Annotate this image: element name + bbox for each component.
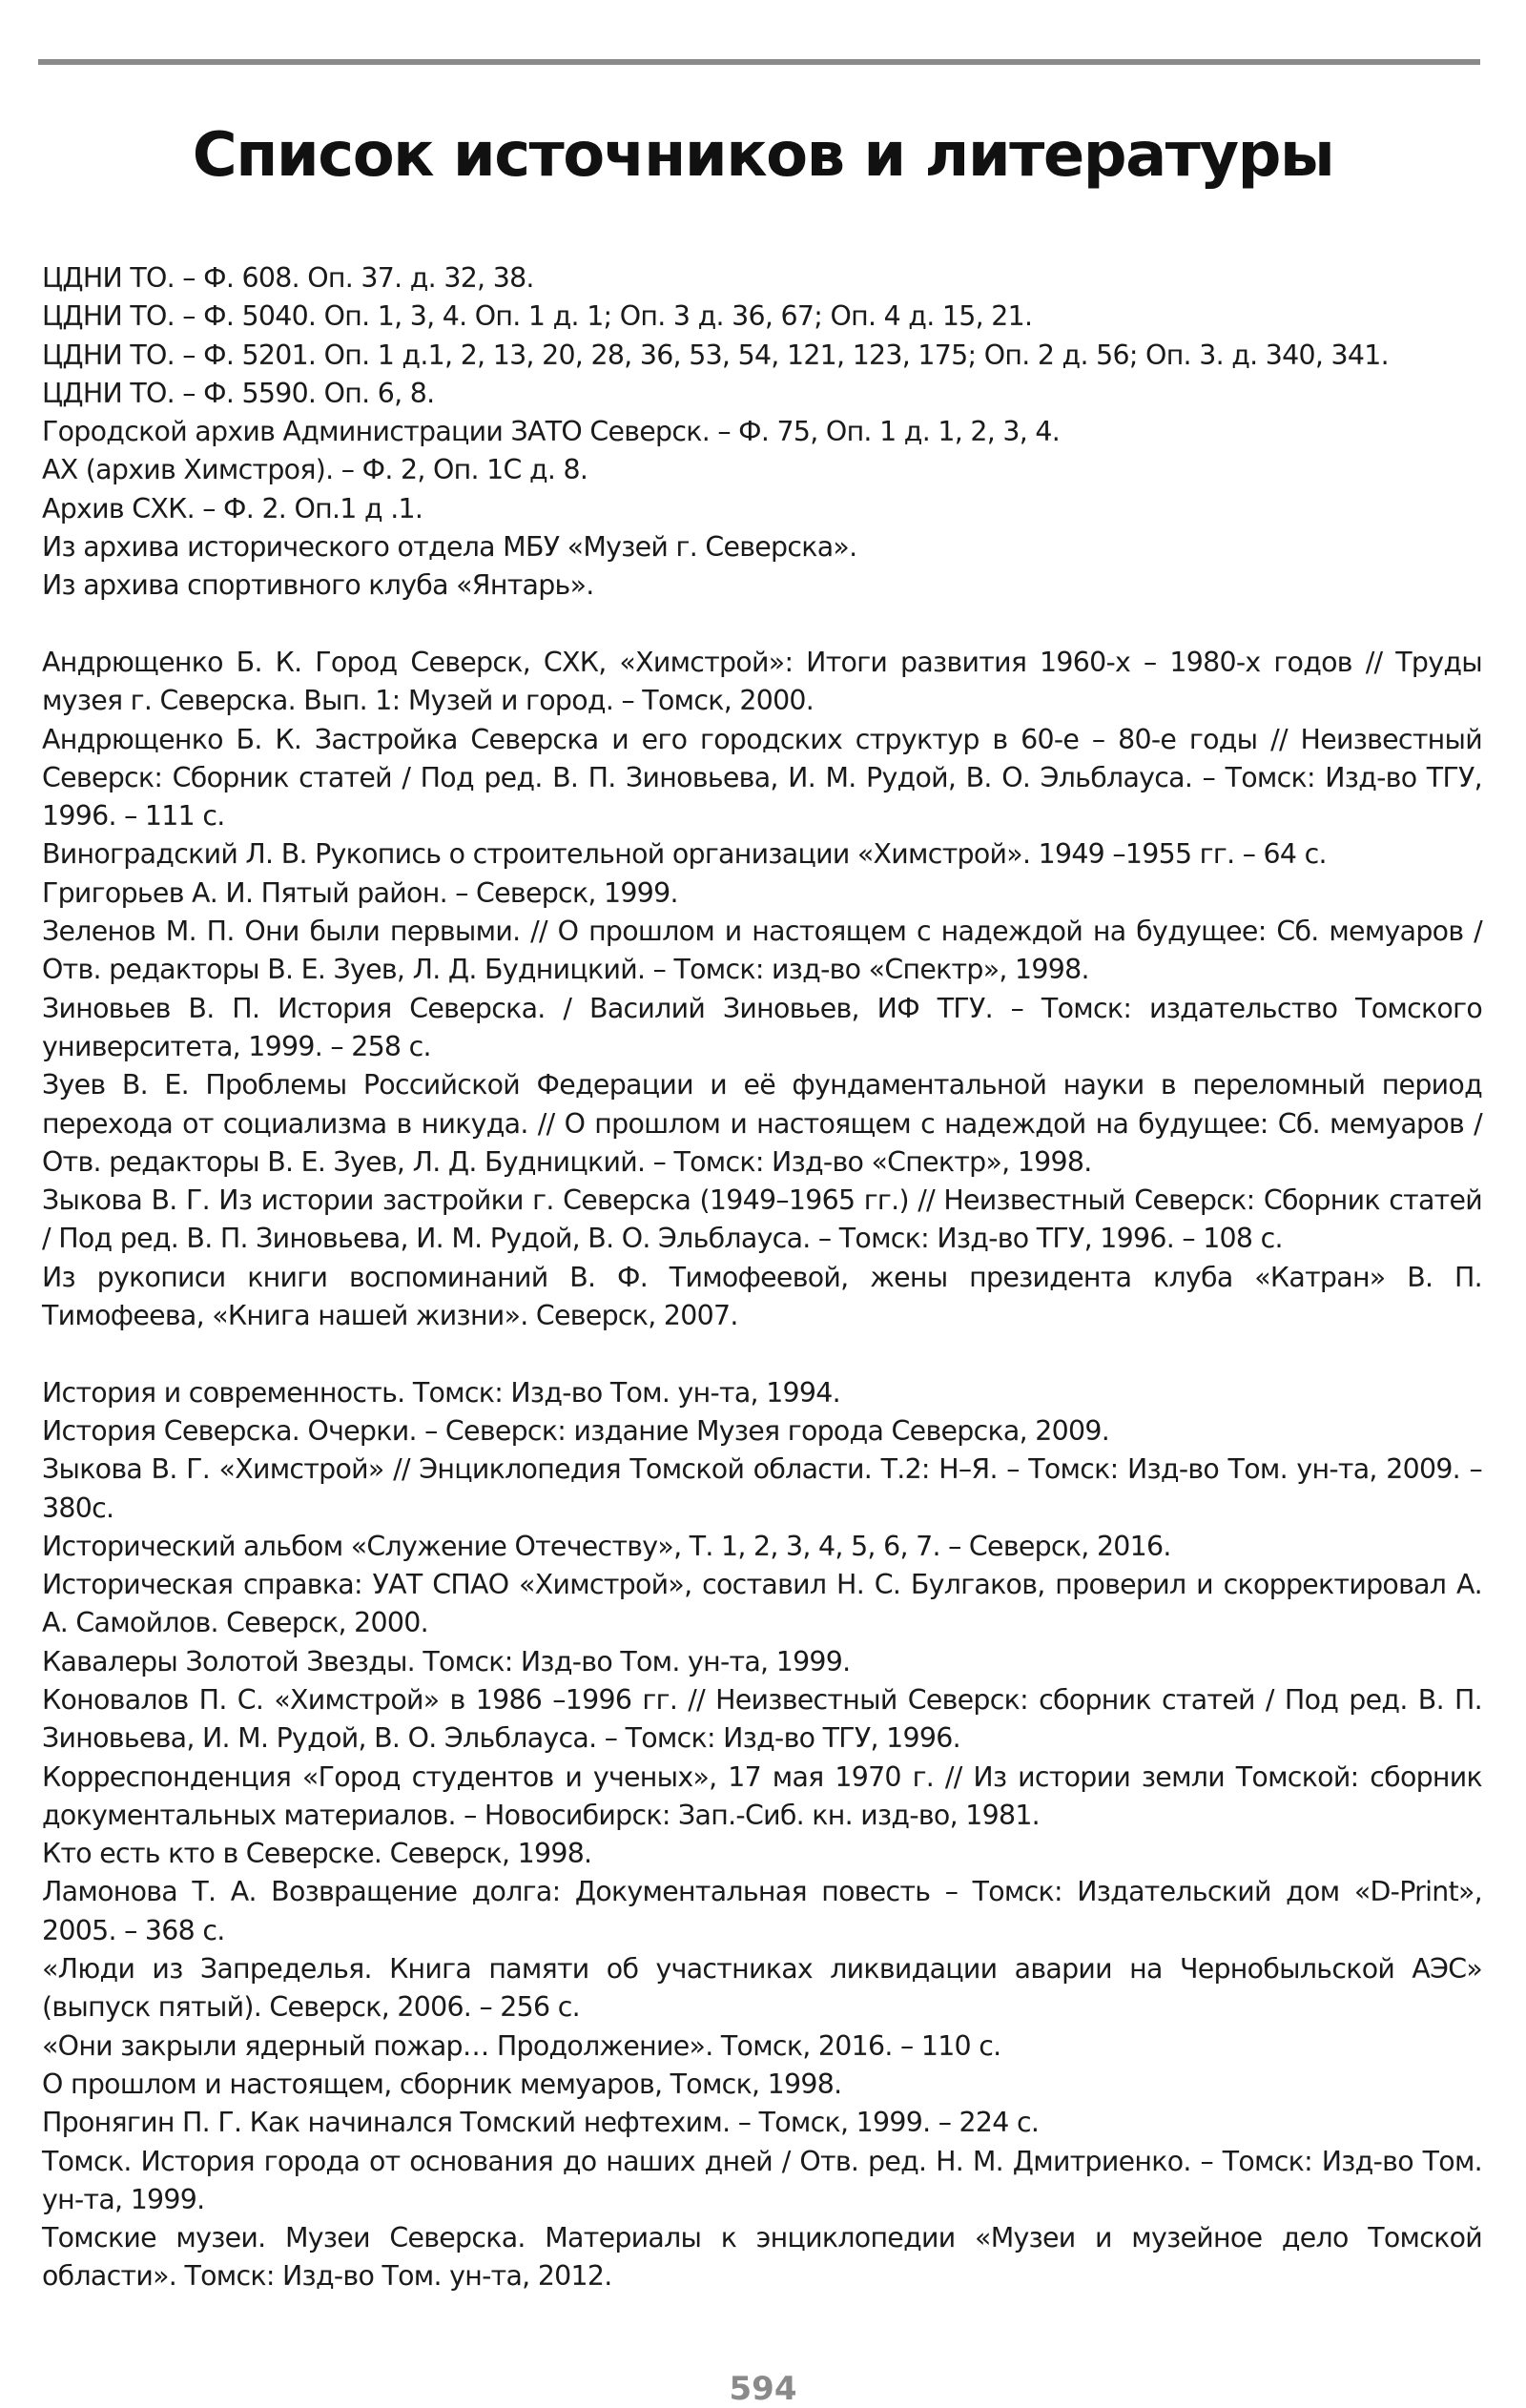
literature-entry: Кто есть кто в Северске. Северск, 1998. — [42, 1838, 592, 1870]
archive-entry: Городской архив Администрации ЗАТО Северск. – Ф. 75, Оп. 1 д. 1, 2, 3, 4. — [42, 416, 1061, 448]
literature-list-2 — [42, 1374, 1482, 2296]
literature-entry: Григорьев А. И. Пятый район. – Северск, 1999. — [42, 876, 678, 909]
literature-entry: Пронягин П. Г. Как начинался Томский нефтехим. – Томск, 1999. – 224 с. — [42, 2107, 1040, 2139]
literature-entry: Кавалеры Золотой Звезды. Томск: Изд-во Том. ун-та, 1999. — [42, 1645, 851, 1677]
literature-entry: «Люди из Запределья. Книга памяти об участниках ликвидации аварии на Чернобыльской АЭС» (выпуск пятый). Северск, 2006. – 256 с. — [42, 1953, 1482, 2024]
literature-list-1 — [42, 644, 1482, 1335]
archive-entry: АХ (архив Химстроя). – Ф. 2, Оп. 1С д. 8. — [42, 454, 588, 486]
literature-entry: Ламонова Т. А. Возвращение долга: Документальная повесть – Томск: Издательский дом «D-Print», 2005. – 368 с. — [42, 1876, 1482, 1946]
literature-entry: Корреспонденция «Город студентов и ученых», 17 мая 1970 г. // Из истории земли Томской: сборник документальных материалов. – Новосибирск: Зап.-Сиб. кн. изд-во, 1981. — [42, 1760, 1482, 1831]
literature-entry: Историческая справка: УАТ СПАО «Химстрой», составил Н. С. Булгаков, проверил и скорректировал А. А. Самойлов. Северск, 2000. — [42, 1569, 1482, 1639]
archive-entry: Архив СХК. – Ф. 2. Оп.1 д .1. — [42, 492, 423, 525]
top-rule — [38, 59, 1480, 65]
literature-entry: Томск. История города от основания до наших дней / Отв. ред. Н. М. Дмитриенко. – Томск: Изд-во Том. ун-та, 1999. — [42, 2145, 1482, 2215]
archive-entry: Из архива спортивного клуба «Янтарь». — [42, 569, 594, 602]
literature-entry: Коновалов П. С. «Химстрой» в 1986 –1996 гг. // Неизвестный Северск: сборник статей / Под ред. В. П. Зиновьева, И. М. Рудой, В. О. Эльблауса. – Томск: Изд-во ТГУ, 1996. — [42, 1683, 1482, 1755]
literature-entry: О прошлом и настоящем, сборник мемуаров, Томск, 1998. — [42, 2068, 842, 2100]
page-number: 594 — [729, 2370, 797, 2408]
literature-entry: Зеленов М. П. Они были первыми. // О прошлом и настоящем с надеждой на будущее: Сб. мемуаров / Отв. редакторы В. Е. Зуев, Л. Д. Будницкий. – Томск: изд-во «Спектр», 1998. — [42, 916, 1482, 986]
archive-entry: Из архива исторического отдела МБУ «Музей г. Северска». — [42, 531, 857, 564]
literature-entry: Из рукописи книги воспоминаний В. Ф. Тимофеевой, жены президента клуба «Катран» В. П. Тимофеева, «Книга нашей жизни». Северск, 2007. — [42, 1261, 1482, 1332]
literature-entry: История и современность. Томск: Изд-во Том. ун-та, 1994. — [42, 1376, 840, 1409]
literature-entry: Зуев В. Е. Проблемы Российской Федерации и её фундаментальной науки в переломный период перехода от социализма в никуда. // О прошлом и настоящем с надеждой на будущее: Сб. мемуаров / Отв. редакторы В. Е. Зуев, Л. Д. Будницкий. – Томск: Изд-во «Спектр», 1998. — [42, 1069, 1482, 1178]
archives-list — [42, 259, 1482, 606]
literature-entry: Андрющенко Б. К. Город Северск, СХК, «Химстрой»: Итоги развития 1960-х – 1980-х годов // Труды музея г. Северска. Вып. 1: Музей и город. – Томск, 2000. — [42, 646, 1482, 717]
literature-entry: Зиновьев В. П. История Северска. / Василий Зиновьев, ИФ ТГУ. – Томск: издательство Томского университета, 1999. – 258 с. — [42, 992, 1482, 1062]
archive-entry: ЦДНИ ТО. – Ф. 5590. Оп. 6, 8. — [42, 377, 435, 409]
literature-entry: Виноградский Л. В. Рукопись о строительной организации «Химстрой». 1949 –1955 гг. – 64 с. — [42, 838, 1327, 871]
literature-entry: Томские музеи. Музеи Северска. Материалы к энциклопедии «Музеи и музейное дело Томской области». Томск: Изд-во Том. ун-та, 2012. — [42, 2222, 1482, 2293]
archive-entry: ЦДНИ ТО. – Ф. 5040. Оп. 1, 3, 4. Оп. 1 д. 1; Оп. 3 д. 36, 67; Оп. 4 д. 15, 21. — [42, 300, 1033, 333]
literature-entry: Андрющенко Б. К. Застройка Северска и его городских структур в 60-е – 80-е годы // Неизвестный Северск: Сборник статей / Под ред. В. П. Зиновьева, И. М. Рудой, В. О. Эльблауса. – Томск: Изд-во ТГУ, 1996. – 111 с. — [42, 723, 1482, 833]
literature-entry: Зыкова В. Г. «Химстрой» // Энциклопедия Томской области. Т.2: Н–Я. – Томск: Изд-во Том. ун-та, 2009. – 380с. — [42, 1453, 1482, 1524]
archive-entry: ЦДНИ ТО. – Ф. 608. Оп. 37. д. 32, 38. — [42, 262, 534, 294]
page-title: Список источников и литературы — [192, 120, 1334, 191]
literature-entry: Зыкова В. Г. Из истории застройки г. Северска (1949–1965 гг.) // Неизвестный Северск: Сборник статей / Под ред. В. П. Зиновьева, И. М. Рудой, В. О. Эльблауса. – Томск: Изд-во ТГУ, 1996. – 108 с. — [42, 1184, 1482, 1255]
literature-entry: История Северска. Очерки. – Северск: издание Музея города Северска, 2009. — [42, 1414, 1110, 1447]
bibliography — [42, 259, 1482, 2296]
literature-entry: «Они закрыли ядерный пожар… Продолжение». Томск, 2016. – 110 с. — [42, 2029, 1001, 2062]
archive-entry: ЦДНИ ТО. – Ф. 5201. Оп. 1 д.1, 2, 13, 20, 28, 36, 53, 54, 121, 123, 175; Оп. 2 д. 56; Оп. 3. д. 340, 341. — [42, 339, 1389, 371]
literature-entry: Исторический альбом «Служение Отечеству», Т. 1, 2, 3, 4, 5, 6, 7. – Северск, 2016. — [42, 1530, 1171, 1562]
